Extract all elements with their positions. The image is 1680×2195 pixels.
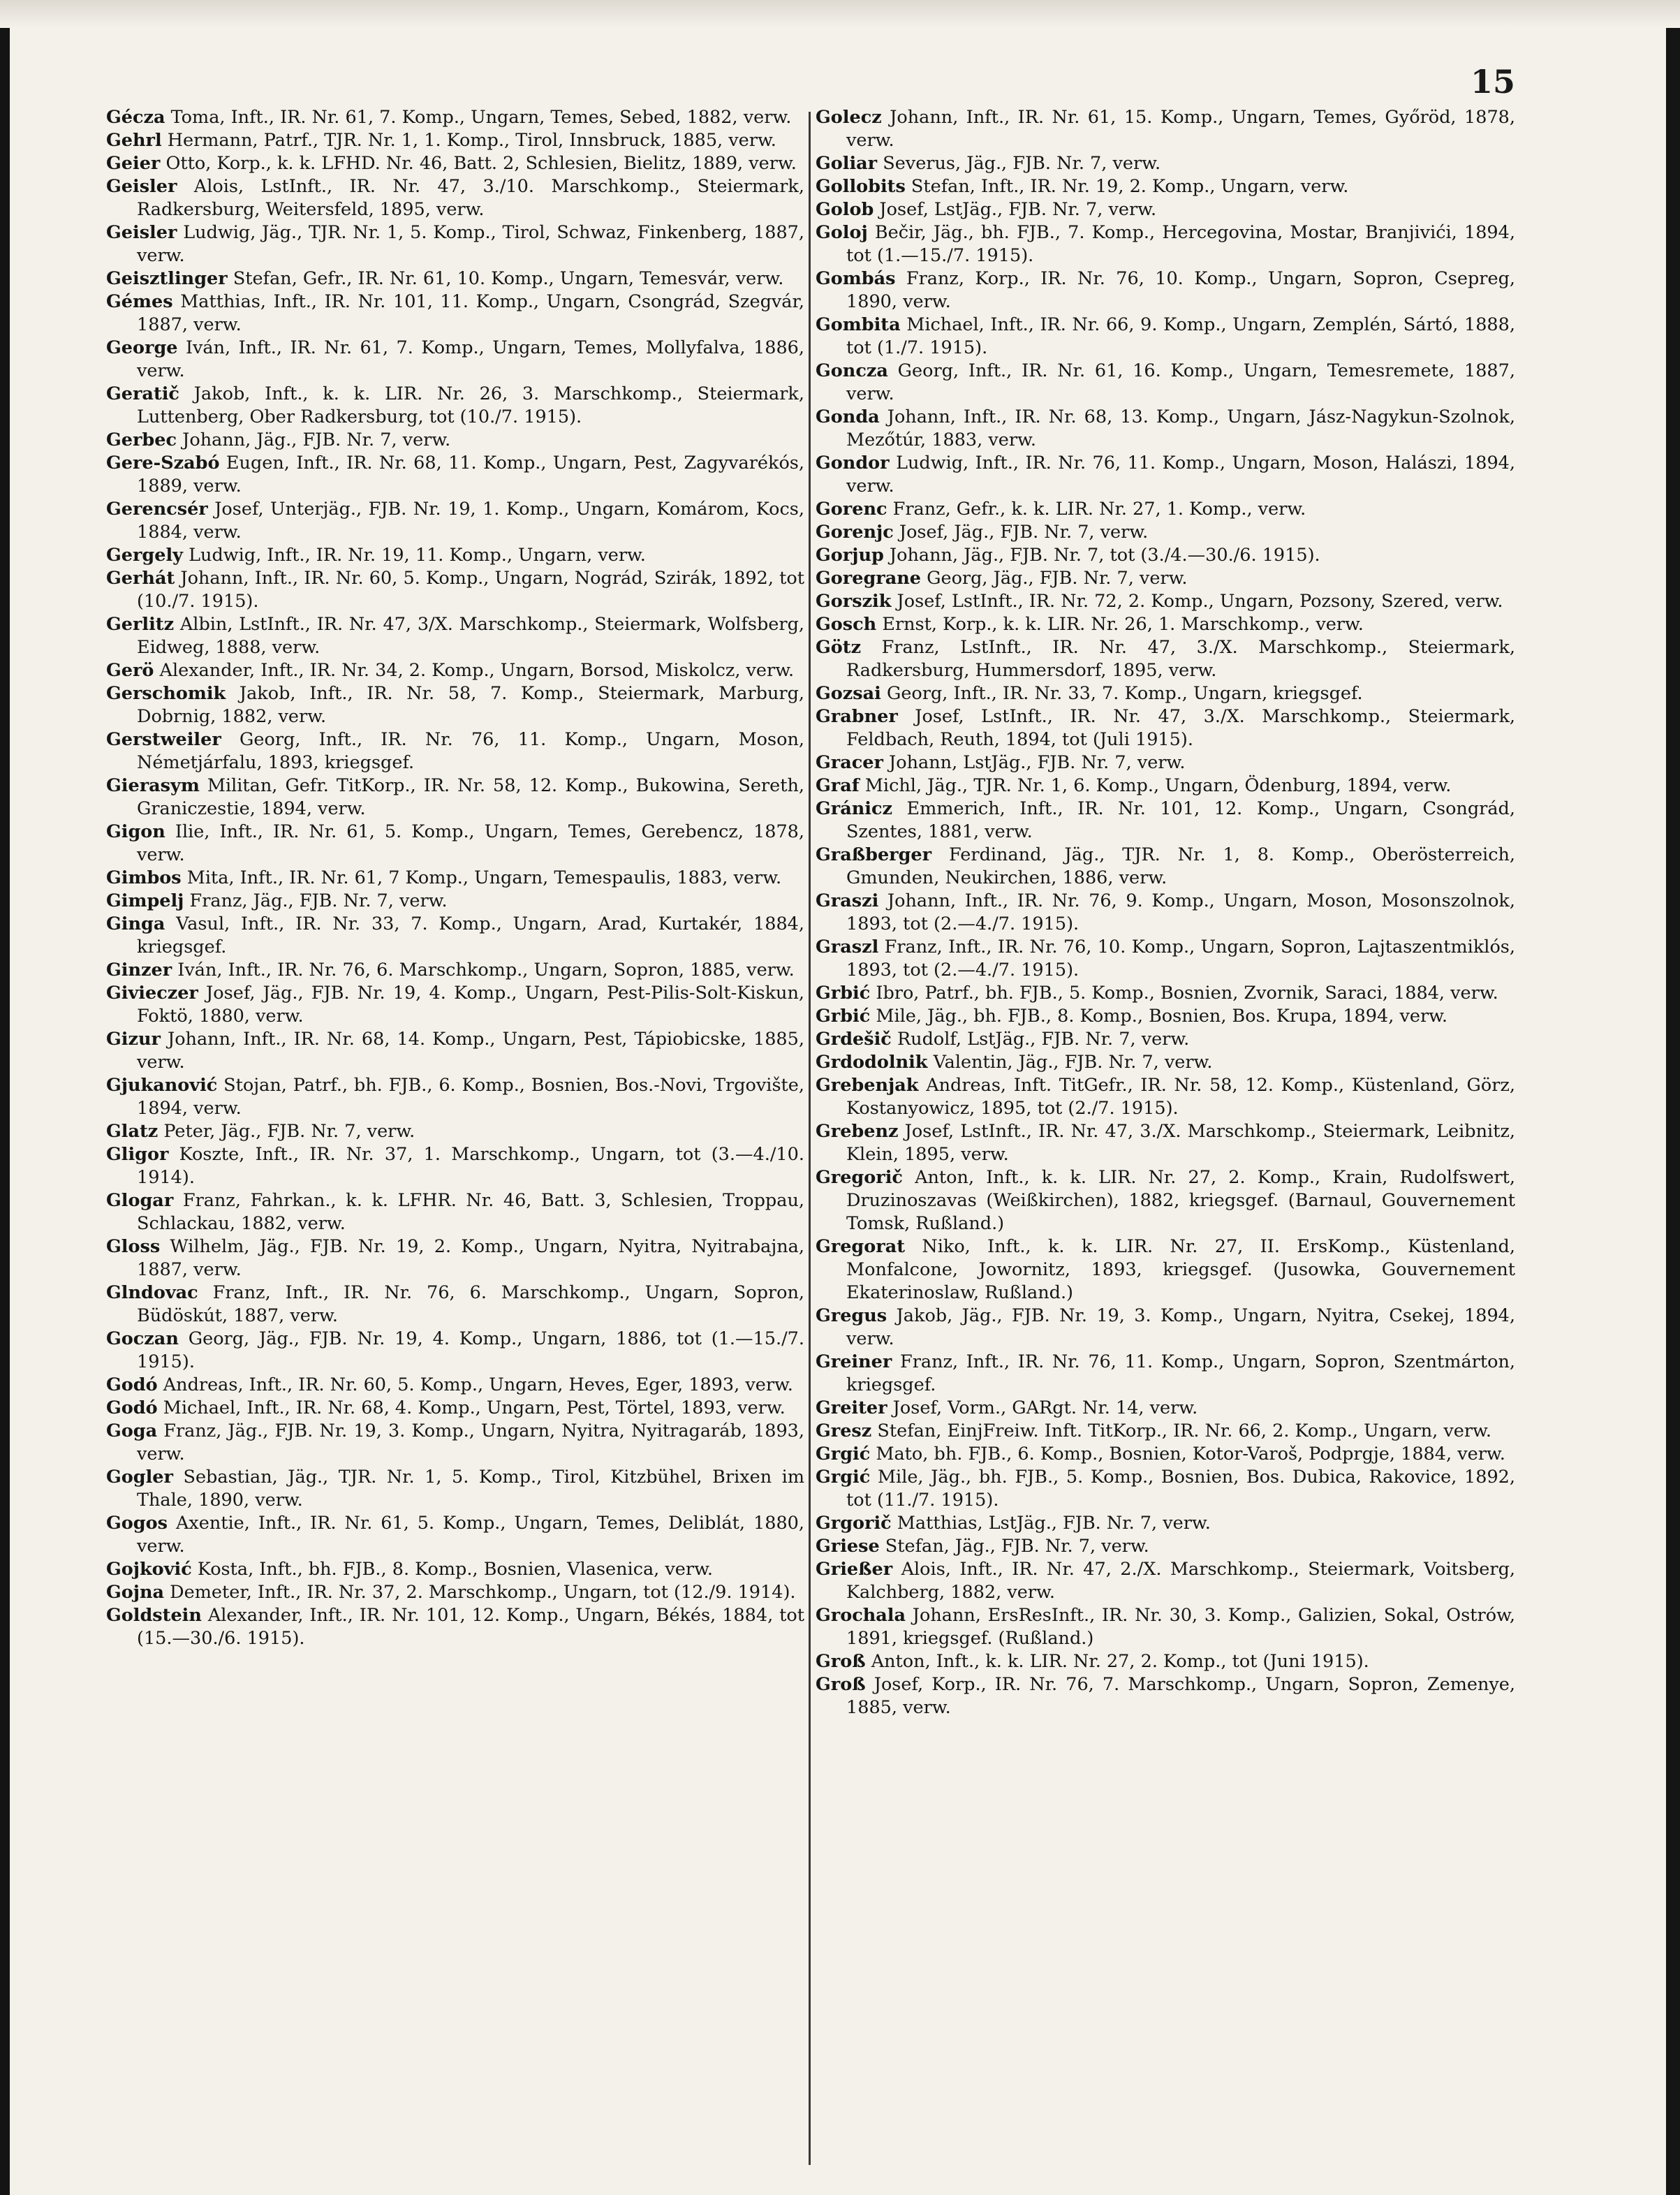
roster-entry: [106, 337, 804, 383]
entry-details: Josef, Korp., IR. Nr. 76, 7. Marschkomp., Ungarn, Sopron, Zemenye, 1885, verw.: [846, 1674, 1515, 1718]
entry-details: Iván, Inft., IR. Nr. 61, 7. Komp., Ungarn, Temes, Mollyfalva, 1886, verw.: [137, 337, 804, 381]
entry-details: Franz, LstInft., IR. Nr. 47, 3./X. Marschkomp., Steiermark, Radkersburg, Hummersdorf, 1895, verw.: [846, 637, 1515, 681]
surname: Groß: [816, 1674, 866, 1695]
roster-entry: [106, 867, 804, 890]
surname: Goliar: [816, 153, 878, 174]
roster-entry: [106, 1328, 804, 1374]
roster-entry: [106, 567, 804, 613]
surname: Götz: [816, 637, 862, 658]
entry-details: Niko, Inft., k. k. LIR. Nr. 27, II. ErsKomp., Küstenland, Monfalcone, Jowornitz, 1893, kriegsgef. (Jusowka, Gouvernement Ekaterinoslaw, Rußland.): [846, 1236, 1515, 1303]
right-column: [816, 106, 1515, 2173]
surname: Goloj: [816, 222, 868, 243]
entry-details: Mile, Jäg., bh. FJB., 5. Komp., Bosnien, Bos. Dubica, Rakovice, 1892, tot (11./7. 1915).: [846, 1467, 1515, 1511]
surname: Gerhát: [106, 568, 175, 589]
entry-details: Ibro, Patrf., bh. FJB., 5. Komp., Bosnien, Zvornik, Saraci, 1884, verw.: [870, 983, 1498, 1004]
roster-entry: [816, 567, 1515, 590]
entry-details: Anton, Inft., k. k. LIR. Nr. 27, 2. Komp., tot (Juni 1915).: [865, 1651, 1369, 1672]
surname: Gerschomik: [106, 683, 226, 704]
surname: Gierasym: [106, 775, 200, 796]
roster-entry: [816, 452, 1515, 498]
entry-details: Franz, Jäg., FJB. Nr. 19, 3. Komp., Ungarn, Nyitra, Nyitragaráb, 1893, verw.: [137, 1420, 804, 1464]
entry-details: Ferdinand, Jäg., TJR. Nr. 1, 8. Komp., Oberösterreich, Gmunden, Neukirchen, 1886, verw.: [846, 844, 1515, 888]
scan-edge-right: [1666, 0, 1680, 2195]
roster-entry: [106, 1466, 804, 1512]
roster-entry: [106, 821, 804, 867]
surname: Gloss: [106, 1236, 161, 1257]
roster-entry: [816, 1420, 1515, 1443]
surname: Graßberger: [816, 844, 932, 865]
roster-entry: [106, 152, 804, 175]
surname: Gorenjc: [816, 522, 894, 543]
entry-details: Josef, LstInft., IR. Nr. 47, 3./X. Marschkomp., Steiermark, Feldbach, Reuth, 1894, tot (Juli 1915).: [846, 706, 1515, 750]
surname: Gizur: [106, 1029, 161, 1050]
roster-entry: [106, 1558, 804, 1581]
entry-details: Alexander, Inft., IR. Nr. 101, 12. Komp., Ungarn, Békés, 1884, tot (15.—30./6. 1915).: [137, 1605, 804, 1649]
roster-entry: [816, 682, 1515, 705]
surname: Goga: [106, 1420, 158, 1441]
surname: George: [106, 337, 178, 358]
surname: Gonda: [816, 406, 880, 427]
roster-entry: [816, 844, 1515, 890]
entry-details: Michael, Inft., IR. Nr. 66, 9. Komp., Ungarn, Zemplén, Sártó, 1888, tot (1./7. 1915).: [846, 314, 1515, 358]
entry-details: Josef, LstInft., IR. Nr. 47, 3./X. Marschkomp., Steiermark, Leibnitz, Klein, 1895, verw.: [846, 1121, 1515, 1165]
surname: Gere-Szabó: [106, 453, 220, 473]
surname: Grgić: [816, 1444, 871, 1464]
roster-entry: [106, 1143, 804, 1189]
entry-details: Johann, Inft., IR. Nr. 61, 15. Komp., Ungarn, Temes, Győröd, 1878, verw.: [846, 107, 1515, 151]
surname: Grochala: [816, 1605, 906, 1626]
entry-details: Wilhelm, Jäg., FJB. Nr. 19, 2. Komp., Ungarn, Nyitra, Nyitrabajna, 1887, verw.: [137, 1236, 804, 1280]
entry-details: Bečir, Jäg., bh. FJB., 7. Komp., Hercegovina, Mostar, Branjivići, 1894, tot (1.—15./7. 1915).: [846, 222, 1515, 266]
surname: Givieczer: [106, 983, 198, 1004]
surname: Gozsai: [816, 683, 881, 704]
entry-details: Johann, Inft., IR. Nr. 68, 14. Komp., Ungarn, Pest, Tápiobicske, 1885, verw.: [137, 1029, 804, 1073]
surname: Graf: [816, 775, 860, 796]
entry-details: Hermann, Patrf., TJR. Nr. 1, 1. Komp., Tirol, Innsbruck, 1885, verw.: [161, 130, 776, 151]
surname: Gécza: [106, 107, 165, 128]
roster-entry: [816, 1397, 1515, 1420]
roster-entry: [106, 106, 804, 129]
roster-entry: [816, 1351, 1515, 1397]
roster-entry: [816, 613, 1515, 636]
surname: Graszl: [816, 937, 879, 957]
entry-details: Franz, Jäg., FJB. Nr. 7, verw.: [184, 890, 448, 911]
entry-details: Josef, Jäg., FJB. Nr. 19, 4. Komp., Ungarn, Pest-Pilis-Solt-Kiskun, Foktö, 1880, verw.: [137, 983, 804, 1027]
entry-details: Stefan, EinjFreiw. Inft. TitKorp., IR. Nr. 66, 2. Komp., Ungarn, verw.: [871, 1420, 1491, 1441]
roster-entry: [816, 498, 1515, 521]
entry-details: Josef, LstInft., IR. Nr. 72, 2. Komp., Ungarn, Pozsony, Szered, verw.: [891, 591, 1503, 612]
roster-entry: [106, 1235, 804, 1282]
surname: Gollobits: [816, 176, 906, 197]
roster-entry: [106, 890, 804, 913]
roster-entry: [816, 705, 1515, 751]
surname: Gregorat: [816, 1236, 906, 1257]
entry-details: Andreas, Inft., IR. Nr. 60, 5. Komp., Ungarn, Heves, Eger, 1893, verw.: [157, 1374, 793, 1395]
surname: Gerstweiler: [106, 729, 221, 750]
surname: Gondor: [816, 453, 890, 473]
entry-details: Franz, Inft., IR. Nr. 76, 11. Komp., Ungarn, Sopron, Szentmárton, kriegsgef.: [846, 1351, 1515, 1395]
entry-details: Josef, Unterjäg., FJB. Nr. 19, 1. Komp., Ungarn, Komárom, Kocs, 1884, verw.: [137, 499, 804, 543]
roster-entry: [106, 129, 804, 152]
roster-entry: [106, 1074, 804, 1120]
surname: Gergely: [106, 545, 183, 566]
roster-entry: [816, 1558, 1515, 1604]
roster-entry: [106, 383, 804, 429]
roster-entry: [816, 1512, 1515, 1535]
entry-details: Mato, bh. FJB., 6. Komp., Bosnien, Kotor-Varoš, Podprgje, 1884, verw.: [870, 1444, 1505, 1464]
roster-entry: [106, 267, 804, 291]
surname: Graszi: [816, 890, 879, 911]
surname: Geisler: [106, 222, 177, 243]
roster-entry: [816, 152, 1515, 175]
roster-entry: [106, 613, 804, 659]
roster-entry: [816, 1166, 1515, 1235]
entry-details: Mile, Jäg., bh. FJB., 8. Komp., Bosnien, Bos. Krupa, 1894, verw.: [870, 1006, 1448, 1027]
entry-details: Stefan, Inft., IR. Nr. 19, 2. Komp., Ungarn, verw.: [905, 176, 1349, 197]
entry-details: Alois, LstInft., IR. Nr. 47, 3./10. Marschkomp., Steiermark, Radkersburg, Weitersfeld, 1895, verw.: [137, 176, 804, 220]
entry-details: Peter, Jäg., FJB. Nr. 7, verw.: [158, 1121, 415, 1142]
surname: Gigon: [106, 821, 165, 842]
entry-details: Johann, LstJäg., FJB. Nr. 7, verw.: [883, 752, 1186, 773]
surname: Gorszik: [816, 591, 892, 612]
surname: Grdodolnik: [816, 1052, 928, 1073]
roster-entry: [816, 1005, 1515, 1028]
surname: Griese: [816, 1536, 880, 1557]
roster-entry: [106, 659, 804, 682]
entry-details: Rudolf, LstJäg., FJB. Nr. 7, verw.: [891, 1029, 1190, 1050]
surname: Grebenjak: [816, 1075, 919, 1096]
surname: Glogar: [106, 1190, 174, 1211]
surname: Gehrl: [106, 130, 162, 151]
roster-entry: [106, 1581, 804, 1604]
entry-details: Koszte, Inft., IR. Nr. 37, 1. Marschkomp., Ungarn, tot (3.—4./10. 1914).: [137, 1144, 804, 1188]
entry-details: Franz, Korp., IR. Nr. 76, 10. Komp., Ungarn, Sopron, Csepreg, 1890, verw.: [846, 268, 1515, 312]
roster-entry: [106, 429, 804, 452]
roster-entry: [816, 314, 1515, 360]
surname: Grgić: [816, 1467, 871, 1488]
entry-details: Franz, Inft., IR. Nr. 76, 6. Marschkomp., Ungarn, Sopron, Büdöskút, 1887, verw.: [137, 1282, 804, 1326]
roster-entry: [106, 498, 804, 544]
roster-entry: [816, 798, 1515, 844]
entry-details: Ilie, Inft., IR. Nr. 61, 5. Komp., Ungarn, Temes, Gerebencz, 1878, verw.: [137, 821, 804, 865]
roster-entry: [816, 1235, 1515, 1305]
entry-details: Georg, Inft., IR. Nr. 33, 7. Komp., Ungarn, kriegsgef.: [880, 683, 1363, 704]
entry-details: Michael, Inft., IR. Nr. 68, 4. Komp., Ungarn, Pest, Törtel, 1893, verw.: [157, 1397, 786, 1418]
entry-details: Alois, Inft., IR. Nr. 47, 2./X. Marschkomp., Steiermark, Voitsberg, Kalchberg, 1882, verw.: [846, 1559, 1515, 1603]
surname: Gimpelj: [106, 890, 184, 911]
scan-edge-top: [0, 0, 1680, 28]
roster-entry: [106, 775, 804, 821]
surname: Gerö: [106, 660, 154, 681]
entry-details: Georg, Inft., IR. Nr. 61, 16. Komp., Ungarn, Temesremete, 1887, verw.: [846, 360, 1515, 404]
surname: Gerbec: [106, 430, 177, 450]
roster-entry: [816, 1466, 1515, 1512]
roster-entry: [816, 198, 1515, 221]
roster-entry: [816, 267, 1515, 314]
surname: Grgorič: [816, 1513, 892, 1534]
surname: Glatz: [106, 1121, 159, 1142]
scan-edge-left: [0, 0, 10, 2195]
surname: Gorenc: [816, 499, 887, 520]
surname: Grießer: [816, 1559, 893, 1580]
roster-entry: [106, 982, 804, 1028]
entry-details: Josef, LstJäg., FJB. Nr. 7, verw.: [874, 199, 1157, 220]
surname: Gresz: [816, 1420, 872, 1441]
entry-details: Vasul, Inft., IR. Nr. 33, 7. Komp., Ungarn, Arad, Kurtakér, 1884, kriegsgef.: [137, 913, 804, 957]
entry-details: Johann, Inft., IR. Nr. 60, 5. Komp., Ungarn, Nográd, Szirák, 1892, tot (10./7. 1915).: [137, 568, 804, 612]
entry-details: Georg, Inft., IR. Nr. 76, 11. Komp., Ungarn, Moson, Németjárfalu, 1893, kriegsgef.: [137, 729, 804, 773]
surname: Gojna: [106, 1582, 165, 1603]
entry-details: Johann, Inft., IR. Nr. 76, 9. Komp., Ungarn, Moson, Mosonszolnok, 1893, tot (2.—4./7. 1915).: [846, 890, 1515, 934]
left-column: [106, 106, 804, 2173]
roster-entry: [816, 890, 1515, 936]
surname: Gogler: [106, 1467, 173, 1488]
surname: Grabner: [816, 706, 898, 727]
surname: Godó: [106, 1374, 158, 1395]
surname: Godó: [106, 1397, 158, 1418]
surname: Gogos: [106, 1513, 168, 1534]
roster-entry: [106, 221, 804, 267]
surname: Groß: [816, 1651, 866, 1672]
entry-details: Otto, Korp., k. k. LFHD. Nr. 46, Batt. 2, Schlesien, Bielitz, 1889, verw.: [160, 153, 797, 174]
surname: Gjukanović: [106, 1075, 218, 1096]
surname: Ginga: [106, 913, 165, 934]
entry-details: Jakob, Inft., IR. Nr. 58, 7. Komp., Steiermark, Marburg, Dobrnig, 1882, verw.: [137, 683, 804, 727]
surname: Gosch: [816, 614, 877, 635]
page-number: 15: [1470, 63, 1515, 101]
entry-details: Toma, Inft., IR. Nr. 61, 7. Komp., Ungarn, Temes, Sebed, 1882, verw.: [165, 107, 792, 128]
roster-entry: [106, 728, 804, 775]
entry-details: Michl, Jäg., TJR. Nr. 1, 6. Komp., Ungarn, Ödenburg, 1894, verw.: [859, 775, 1452, 796]
entry-details: Emmerich, Inft., IR. Nr. 101, 12. Komp., Ungarn, Csongrád, Szentes, 1881, verw.: [846, 798, 1515, 842]
surname: Ginzer: [106, 960, 172, 981]
roster-entry: [816, 175, 1515, 198]
entry-details: Eugen, Inft., IR. Nr. 68, 11. Komp., Ungarn, Pest, Zagyvarékós, 1889, verw.: [137, 453, 804, 497]
roster-entry: [816, 936, 1515, 982]
surname: Goldstein: [106, 1605, 202, 1626]
roster-entry: [106, 1282, 804, 1328]
roster-entry: [106, 544, 804, 567]
surname: Gémes: [106, 291, 173, 312]
surname: Geier: [106, 153, 161, 174]
entry-details: Johann, Jäg., FJB. Nr. 7, tot (3./4.—30./6. 1915).: [883, 545, 1320, 566]
entry-details: Ludwig, Inft., IR. Nr. 76, 11. Komp., Ungarn, Moson, Halászi, 1894, verw.: [846, 453, 1515, 497]
entry-details: Matthias, LstJäg., FJB. Nr. 7, verw.: [891, 1513, 1211, 1534]
surname: Gimbos: [106, 867, 182, 888]
surname: Gracer: [816, 752, 883, 773]
roster-entry: [816, 636, 1515, 682]
roster-entry: [816, 1028, 1515, 1051]
surname: Gregus: [816, 1305, 887, 1326]
surname: Glndovac: [106, 1282, 198, 1303]
roster-entry: [816, 1074, 1515, 1120]
entry-details: Albin, LstInft., IR. Nr. 47, 3/X. Marschkomp., Steiermark, Wolfsberg, Eidweg, 1888, verw.: [137, 614, 804, 658]
roster-entry: [106, 1420, 804, 1466]
entry-details: Sebastian, Jäg., TJR. Nr. 1, 5. Komp., Tirol, Kitzbühel, Brixen im Thale, 1890, verw.: [137, 1467, 804, 1511]
entry-details: Mita, Inft., IR. Nr. 61, 7 Komp., Ungarn, Temespaulis, 1883, verw.: [181, 867, 782, 888]
entry-details: Georg, Jäg., FJB. Nr. 19, 4. Komp., Ungarn, 1886, tot (1.—15./7. 1915).: [137, 1328, 804, 1372]
entry-details: Severus, Jäg., FJB. Nr. 7, verw.: [877, 153, 1161, 174]
surname: Greiter: [816, 1397, 887, 1418]
entry-details: Georg, Jäg., FJB. Nr. 7, verw.: [921, 568, 1188, 589]
entry-details: Stojan, Patrf., bh. FJB., 6. Komp., Bosnien, Bos.-Novi, Trgovište, 1894, verw.: [137, 1075, 804, 1119]
entry-details: Matthias, Inft., IR. Nr. 101, 11. Komp., Ungarn, Csongrád, Szegvár, 1887, verw.: [137, 291, 804, 335]
surname: Goczan: [106, 1328, 179, 1349]
surname: Geisler: [106, 176, 177, 197]
roster-entry: [816, 1051, 1515, 1074]
roster-entry: [106, 1189, 804, 1235]
entry-details: Ernst, Korp., k. k. LIR. Nr. 26, 1. Marschkomp., verw.: [876, 614, 1364, 635]
surname: Grbić: [816, 1006, 871, 1027]
surname: Gligor: [106, 1144, 169, 1165]
entry-details: Josef, Jäg., FJB. Nr. 7, verw.: [893, 522, 1149, 543]
surname: Gregorič: [816, 1167, 903, 1188]
entry-details: Jakob, Jäg., FJB. Nr. 19, 3. Komp., Ungarn, Nyitra, Csekej, 1894, verw.: [846, 1305, 1515, 1349]
surname: Gombás: [816, 268, 896, 289]
roster-entry: [106, 1120, 804, 1143]
entry-details: Iván, Inft., IR. Nr. 76, 6. Marschkomp., Ungarn, Sopron, 1885, verw.: [172, 960, 795, 981]
entry-details: Ludwig, Inft., IR. Nr. 19, 11. Komp., Ungarn, verw.: [183, 545, 646, 566]
entry-details: Johann, ErsResInft., IR. Nr. 30, 3. Komp., Galizien, Sokal, Ostrów, 1891, kriegsgef. (Rußland.): [846, 1605, 1515, 1649]
entry-details: Johann, Inft., IR. Nr. 68, 13. Komp., Ungarn, Jász-Nagykun-Szolnok, Mezőtúr, 1883, verw.: [846, 406, 1515, 450]
roster-entry: [816, 1535, 1515, 1558]
roster-entry: [106, 1028, 804, 1074]
entry-details: Andreas, Inft. TitGefr., IR. Nr. 58, 12. Komp., Küstenland, Görz, Kostanyowicz, 1895, tot (2./7. 1915).: [846, 1075, 1515, 1119]
entry-details: Stefan, Gefr., IR. Nr. 61, 10. Komp., Ungarn, Temesvár, verw.: [227, 268, 784, 289]
roster-entry: [816, 1305, 1515, 1351]
entry-details: Axentie, Inft., IR. Nr. 61, 5. Komp., Ungarn, Temes, Deliblát, 1880, verw.: [137, 1513, 804, 1557]
entry-details: Franz, Gefr., k. k. LIR. Nr. 27, 1. Komp., verw.: [887, 499, 1306, 520]
surname: Goregrane: [816, 568, 921, 589]
roster-entry: [106, 1604, 804, 1650]
surname: Golecz: [816, 107, 882, 128]
entry-details: Ludwig, Jäg., TJR. Nr. 1, 5. Komp., Tirol, Schwaz, Finkenberg, 1887, verw.: [137, 222, 804, 266]
surname: Gojković: [106, 1559, 192, 1580]
roster-entry: [816, 544, 1515, 567]
roster-entry: [106, 959, 804, 982]
roster-entry: [816, 221, 1515, 267]
entry-details: Johann, Jäg., FJB. Nr. 7, verw.: [177, 430, 451, 450]
surname: Grbić: [816, 983, 871, 1004]
roster-entry: [106, 1397, 804, 1420]
entry-details: Franz, Fahrkan., k. k. LFHR. Nr. 46, Batt. 3, Schlesien, Troppau, Schlackau, 1882, verw.: [137, 1190, 804, 1234]
roster-entry: [816, 775, 1515, 798]
entry-details: Militan, Gefr. TitKorp., IR. Nr. 58, 12. Komp., Bukowina, Sereth, Graniczestie, 1894, verw.: [137, 775, 804, 819]
roster-entry: [816, 1650, 1515, 1673]
roster-entry: [816, 521, 1515, 544]
roster-entry: [816, 590, 1515, 613]
roster-entry: [816, 1604, 1515, 1650]
surname: Goncza: [816, 360, 888, 381]
roster-entry: [816, 1443, 1515, 1466]
surname: Grdešič: [816, 1029, 892, 1050]
entry-details: Demeter, Inft., IR. Nr. 37, 2. Marschkomp., Ungarn, tot (12./9. 1914).: [164, 1582, 796, 1603]
roster-entry: [106, 291, 804, 337]
roster-entry: [106, 175, 804, 221]
surname: Grebenz: [816, 1121, 899, 1142]
entry-details: Franz, Inft., IR. Nr. 76, 10. Komp., Ungarn, Sopron, Lajtaszentmiklós, 1893, tot (2.—4./7. 1915).: [846, 937, 1515, 981]
roster-entry: [106, 1512, 804, 1558]
entry-details: Alexander, Inft., IR. Nr. 34, 2. Komp., Ungarn, Borsod, Miskolcz, verw.: [154, 660, 795, 681]
surname: Geratič: [106, 383, 179, 404]
surname: Gombita: [816, 314, 901, 335]
roster-entry: [816, 982, 1515, 1005]
roster-entry: [106, 682, 804, 728]
roster-entry: [816, 1120, 1515, 1166]
entry-details: Anton, Inft., k. k. LIR. Nr. 27, 2. Komp., Krain, Rudolfswert, Druzinoszavas (Weißkirchen), 1882, kriegsgef. (Barnaul, Gouvernement Tomsk, Rußland.): [846, 1167, 1515, 1234]
roster-entry: [816, 360, 1515, 406]
entry-details: Kosta, Inft., bh. FJB., 8. Komp., Bosnien, Vlasenica, verw.: [191, 1559, 713, 1580]
surname: Gorjup: [816, 545, 884, 566]
surname: Gerlitz: [106, 614, 175, 635]
entry-details: Valentin, Jäg., FJB. Nr. 7, verw.: [927, 1052, 1213, 1073]
entry-details: Jakob, Inft., k. k. LIR. Nr. 26, 3. Marschkomp., Steiermark, Luttenberg, Ober Radkersburg, tot (10./7. 1915).: [137, 383, 804, 427]
entry-details: Josef, Vorm., GARgt. Nr. 14, verw.: [887, 1397, 1198, 1418]
surname: Gerencsér: [106, 499, 208, 520]
roster-entry: [106, 1374, 804, 1397]
roster-entry: [106, 913, 804, 959]
roster-entry: [816, 1673, 1515, 1719]
surname: Geisztlinger: [106, 268, 228, 289]
roster-entry: [106, 452, 804, 498]
surname: Golob: [816, 199, 874, 220]
surname: Greiner: [816, 1351, 892, 1372]
surname: Gránicz: [816, 798, 892, 819]
roster-entry: [816, 406, 1515, 452]
roster-entry: [816, 106, 1515, 152]
roster-entry: [816, 751, 1515, 775]
column-divider: [809, 112, 811, 2165]
entry-details: Stefan, Jäg., FJB. Nr. 7, verw.: [879, 1536, 1149, 1557]
